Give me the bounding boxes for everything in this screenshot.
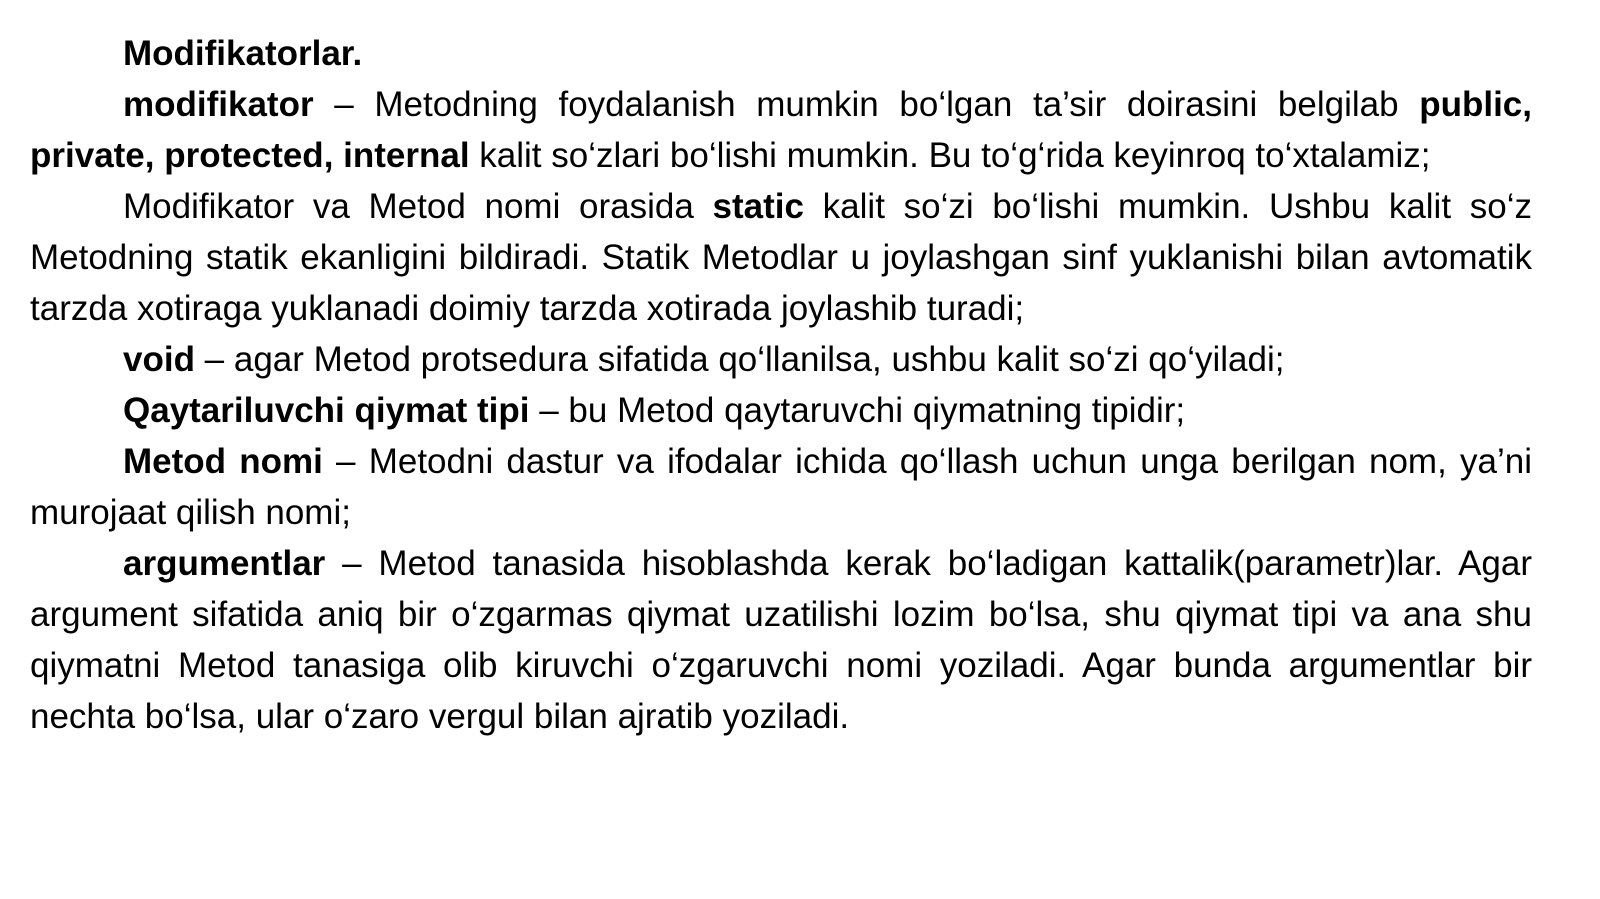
method-name-text: – Metodni dastur va ifodalar ichida qo‘llash uchun unga berilgan nom, ya’ni murojaat qilish nomi; xyxy=(30,442,1532,532)
static-text-2: kalit so‘zi bo‘lishi mumkin. Ushbu kalit so‘z Metodning statik ekanligini bildiradi. Statik Metodlar u joylashgan sinf yuklanishi bilan avtomatik tarzda xotiraga yuklanadi doimiy tarzda xotirada joylashib turadi; xyxy=(30,187,1532,328)
static-text-1: Modifikator va Metod nomi orasida xyxy=(123,187,713,226)
section-heading xyxy=(30,28,1532,79)
modifikator-text-2: kalit so‘zlari bo‘lishi mumkin. Bu to‘g‘rida keyinroq to‘xtalamiz; xyxy=(469,136,1431,175)
paragraph-static xyxy=(30,181,1532,334)
paragraph-modifikator xyxy=(30,79,1532,181)
heading-text: Modifikatorlar. xyxy=(123,34,363,73)
paragraph-void xyxy=(30,334,1532,385)
arguments-text: – Metod tanasida hisoblashda kerak bo‘ladigan kattalik(parametr)lar. Agar argument sifatida aniq bir o‘zgarmas qiymat uzatilishi lozim bo‘lsa, shu qiymat tipi va ana shu qiymatni Metod tanasiga olib kiruvchi o‘zgaruvchi nomi yoziladi. Agar bunda argumentlar bir nechta bo‘lsa, ular o‘zaro vergul bilan ajratib yoziladi. xyxy=(30,544,1532,736)
paragraph-arguments xyxy=(30,538,1532,742)
paragraph-return-type xyxy=(30,385,1532,436)
modifikator-text-1: – Metodning foydalanish mumkin bo‘lgan ta’sir doirasini belgilab xyxy=(313,85,1420,124)
document-body xyxy=(30,28,1532,742)
term-modifikator: modifikator xyxy=(123,85,314,124)
term-return-type: Qaytariluvchi qiymat tipi xyxy=(123,391,530,430)
term-method-name: Metod nomi xyxy=(123,442,323,481)
term-void: void xyxy=(123,340,195,379)
void-text: – agar Metod protsedura sifatida qo‘llanilsa, ushbu kalit so‘zi qo‘yiladi; xyxy=(194,340,1285,379)
keyword-static: static xyxy=(712,187,804,226)
return-type-text: – bu Metod qaytaruvchi qiymatning tipidir; xyxy=(529,391,1186,430)
paragraph-method-name xyxy=(30,436,1532,538)
access-keywords: public, private, protected, internal xyxy=(30,85,1532,175)
term-arguments: argumentlar xyxy=(123,544,326,583)
